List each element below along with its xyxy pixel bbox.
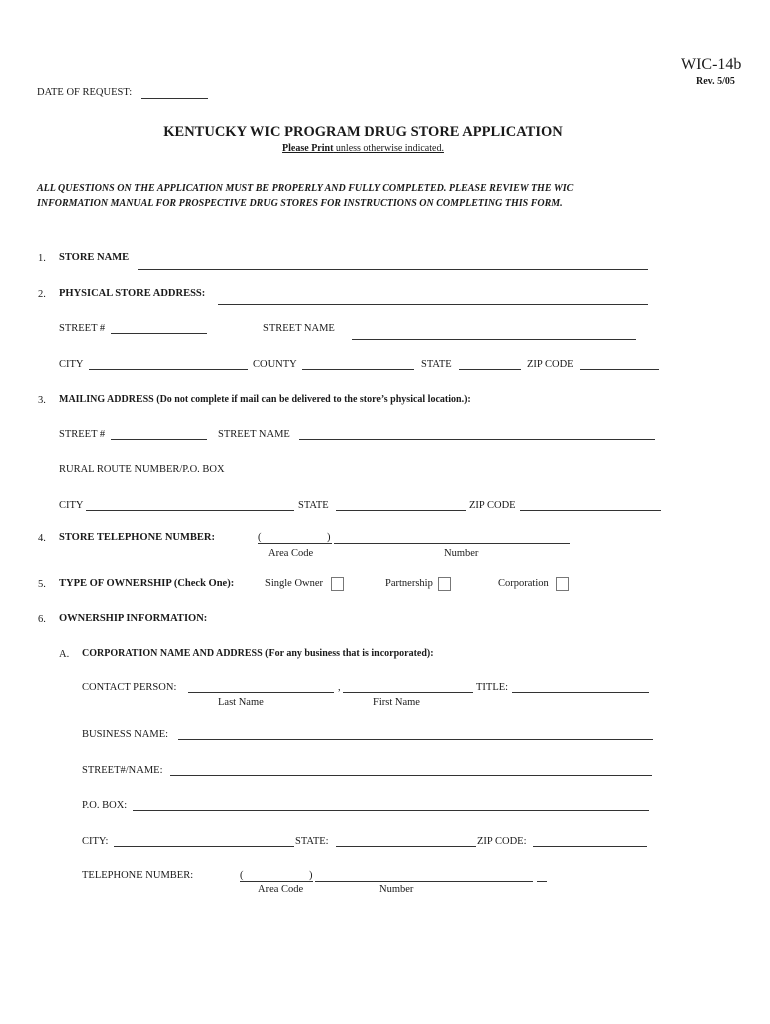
q2-state-field[interactable] bbox=[459, 369, 521, 370]
q2-zip-field[interactable] bbox=[580, 369, 659, 370]
page-title: KENTUCKY WIC PROGRAM DRUG STORE APPLICATION bbox=[163, 124, 563, 140]
q3-state-field[interactable] bbox=[336, 510, 466, 511]
q3-zip-label: ZIP CODE bbox=[469, 500, 516, 511]
q3-street-name-label: STREET NAME bbox=[218, 429, 290, 440]
q2-street-no-field[interactable] bbox=[111, 333, 207, 334]
q4-area-code-field[interactable] bbox=[258, 543, 332, 544]
form-number: WIC-14b bbox=[681, 56, 742, 73]
q3-street-no-field[interactable] bbox=[111, 439, 207, 440]
q4-number: 4. bbox=[38, 533, 46, 544]
revision: Rev. 5/05 bbox=[696, 76, 735, 87]
q4-paren-close: ) bbox=[327, 532, 331, 543]
q2-street-no-label: STREET # bbox=[59, 323, 106, 334]
q2-city-label: CITY bbox=[59, 359, 84, 370]
mailing-address-label: MAILING ADDRESS (Do not complete if mail can be delivered to the store’s physical location.): bbox=[59, 394, 471, 405]
title-field[interactable] bbox=[512, 692, 649, 693]
contact-last-name-field[interactable] bbox=[188, 692, 334, 693]
po-box-label: P.O. BOX: bbox=[82, 800, 128, 811]
title-label: TITLE: bbox=[476, 682, 509, 693]
corp-telephone-label: TELEPHONE NUMBER: bbox=[82, 870, 194, 881]
q3-street-no-label: STREET # bbox=[59, 429, 106, 440]
q2-zip-label: ZIP CODE bbox=[527, 359, 574, 370]
q1-number: 1. bbox=[38, 253, 46, 264]
q3-street-name-field[interactable] bbox=[299, 439, 655, 440]
corp-state-label: STATE: bbox=[295, 836, 329, 847]
street-name-label: STREET#/NAME: bbox=[82, 765, 163, 776]
business-name-label: BUSINESS NAME: bbox=[82, 729, 169, 740]
partnership-checkbox[interactable] bbox=[438, 577, 451, 591]
corp-area-code-field[interactable] bbox=[240, 881, 313, 882]
corp-paren-open: ( bbox=[240, 870, 244, 881]
q3-zip-field[interactable] bbox=[520, 510, 661, 511]
physical-address-field[interactable] bbox=[218, 304, 648, 305]
first-name-caption: First Name bbox=[373, 697, 420, 708]
subtitle-bold: Please Print bbox=[282, 143, 334, 154]
corp-zip-label: ZIP CODE: bbox=[477, 836, 527, 847]
instructions-line-1: ALL QUESTIONS ON THE APPLICATION MUST BE PROPERLY AND FULLY COMPLETED. PLEASE REVIEW THE WIC bbox=[37, 183, 574, 194]
rural-route-label: RURAL ROUTE NUMBER/P.O. BOX bbox=[59, 464, 225, 475]
contact-comma: , bbox=[338, 682, 341, 693]
corp-extension-field[interactable] bbox=[537, 881, 547, 882]
page-subtitle bbox=[0, 143, 726, 154]
q6a-letter: A. bbox=[59, 649, 70, 660]
physical-address-label: PHYSICAL STORE ADDRESS: bbox=[59, 288, 206, 299]
option-single-owner-label: Single Owner bbox=[265, 578, 324, 589]
contact-first-name-field[interactable] bbox=[343, 692, 473, 693]
street-name-field[interactable] bbox=[170, 775, 652, 776]
last-name-caption: Last Name bbox=[218, 697, 264, 708]
corp-state-field[interactable] bbox=[336, 846, 476, 847]
q2-street-name-label: STREET NAME bbox=[263, 323, 335, 334]
q2-street-name-field[interactable] bbox=[352, 339, 636, 340]
q3-city-field[interactable] bbox=[86, 510, 294, 511]
ownership-info-label: OWNERSHIP INFORMATION: bbox=[59, 613, 208, 624]
corp-area-code-caption: Area Code bbox=[258, 884, 304, 895]
corporation-checkbox[interactable] bbox=[556, 577, 569, 591]
single-owner-checkbox[interactable] bbox=[331, 577, 344, 591]
store-name-label: STORE NAME bbox=[59, 252, 130, 263]
corp-city-field[interactable] bbox=[114, 846, 294, 847]
q6-number: 6. bbox=[38, 614, 46, 625]
date-of-request-label: DATE OF REQUEST: bbox=[37, 87, 133, 98]
store-name-field[interactable] bbox=[138, 269, 648, 270]
q3-number: 3. bbox=[38, 395, 46, 406]
q3-city-label: CITY bbox=[59, 500, 84, 511]
corp-number-field[interactable] bbox=[315, 881, 533, 882]
subtitle-rest: unless otherwise indicated. bbox=[333, 143, 444, 154]
q2-county-label: COUNTY bbox=[253, 359, 297, 370]
contact-person-label: CONTACT PERSON: bbox=[82, 682, 177, 693]
q2-county-field[interactable] bbox=[302, 369, 414, 370]
instructions-line-2: INFORMATION MANUAL FOR PROSPECTIVE DRUG STORES FOR INSTRUCTIONS ON COMPLETING THIS FORM. bbox=[37, 198, 563, 209]
q4-number-caption: Number bbox=[444, 548, 479, 559]
po-box-field[interactable] bbox=[133, 810, 649, 811]
business-name-field[interactable] bbox=[178, 739, 653, 740]
q5-number: 5. bbox=[38, 579, 46, 590]
option-corporation-label: Corporation bbox=[498, 578, 549, 589]
q2-city-field[interactable] bbox=[89, 369, 248, 370]
q2-state-label: STATE bbox=[421, 359, 452, 370]
ownership-type-label: TYPE OF OWNERSHIP (Check One): bbox=[59, 578, 235, 589]
corporation-name-address-label: CORPORATION NAME AND ADDRESS (For any business that is incorporated): bbox=[82, 648, 434, 659]
corp-paren-close: ) bbox=[309, 870, 313, 881]
q4-area-code-caption: Area Code bbox=[268, 548, 314, 559]
q4-paren-open: ( bbox=[258, 532, 262, 543]
q2-number: 2. bbox=[38, 289, 46, 300]
corp-number-caption: Number bbox=[379, 884, 414, 895]
corp-city-label: CITY: bbox=[82, 836, 109, 847]
store-telephone-label: STORE TELEPHONE NUMBER: bbox=[59, 532, 215, 543]
date-of-request-field[interactable] bbox=[141, 98, 208, 99]
q3-state-label: STATE bbox=[298, 500, 329, 511]
corp-zip-field[interactable] bbox=[533, 846, 647, 847]
q4-number-field[interactable] bbox=[334, 543, 570, 544]
option-partnership-label: Partnership bbox=[385, 578, 433, 589]
